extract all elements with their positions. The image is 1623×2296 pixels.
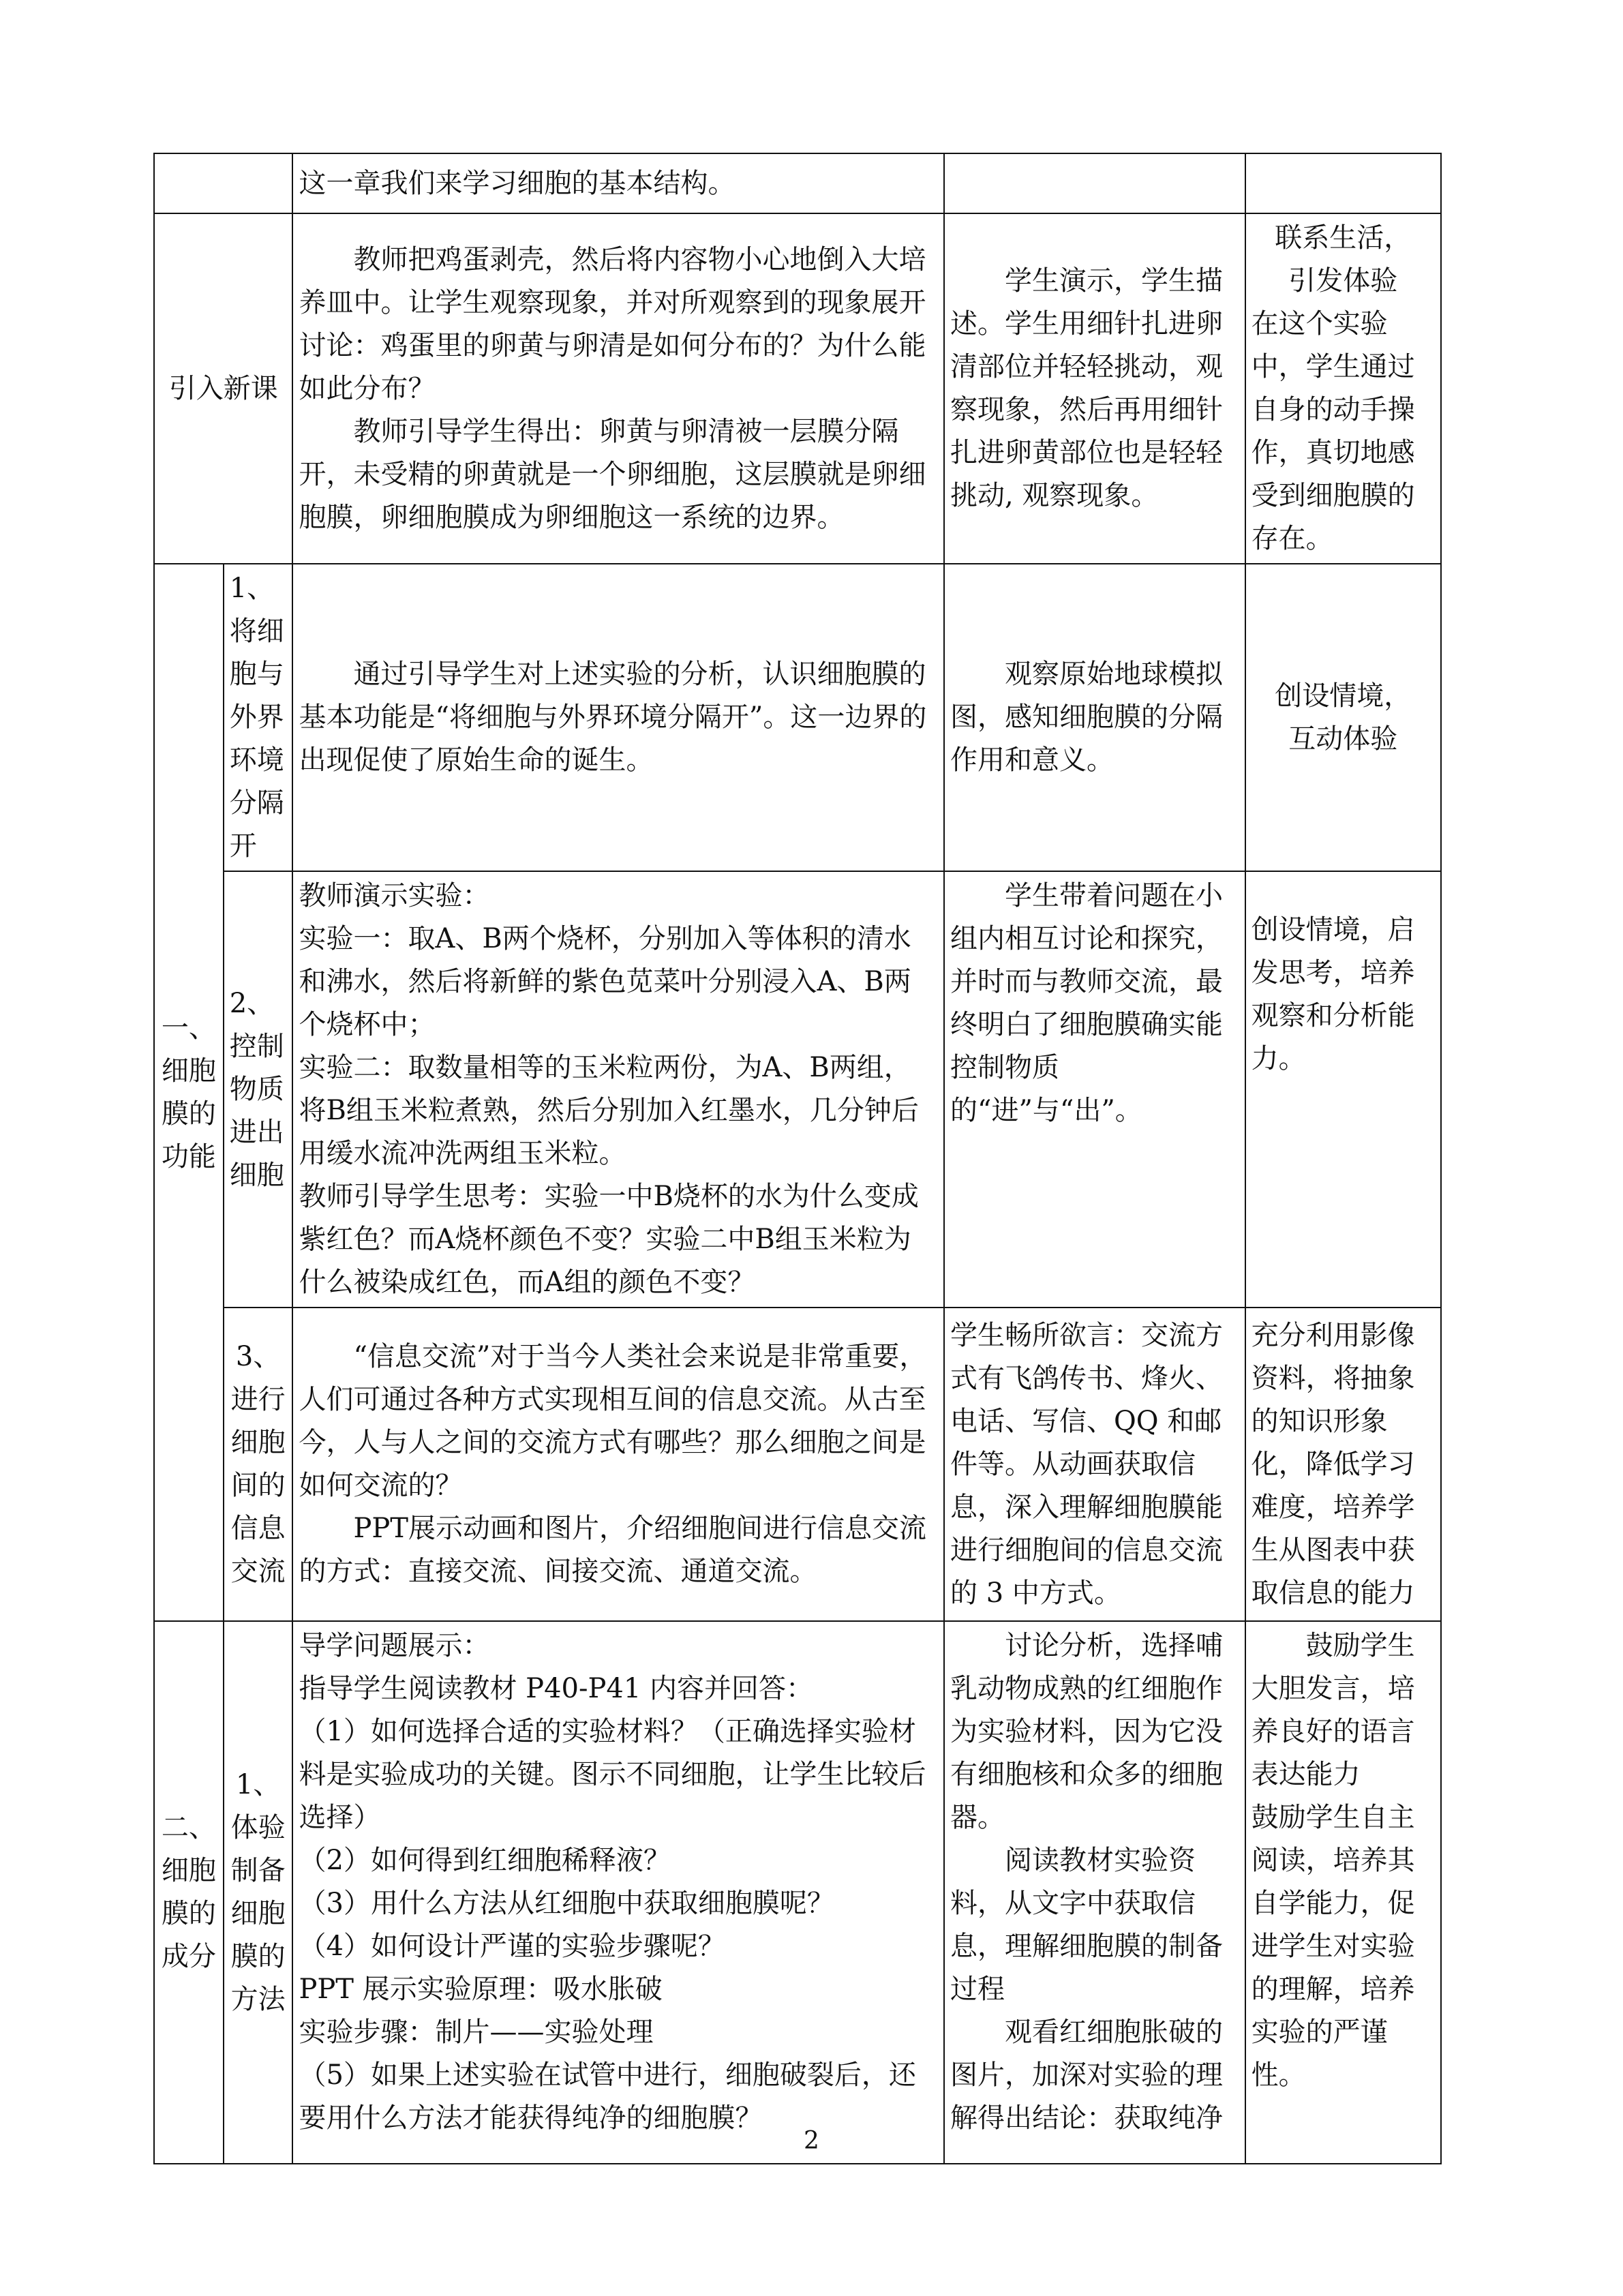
lesson-plan-table xyxy=(153,153,1442,2164)
table-row xyxy=(154,1621,1441,2164)
section-cell: 一、细胞膜的功能 xyxy=(154,564,224,1621)
student-cell: 学生带着问题在小组内相互讨论和探究，并时而与教师交流，最终明白了细胞膜确实能控制物质的“进”与“出”。 xyxy=(944,871,1245,1308)
subsection-cell: 1、将细胞与外界环境分隔开 xyxy=(224,564,293,871)
table-row xyxy=(154,871,1441,1308)
subsection-cell: 3、进行细胞间的信息交流 xyxy=(224,1308,293,1621)
intent-cell: 联系生活， 引发体验 在这个实验中，学生通过自身的动手操作，真切地感受到细胞膜的存在。 xyxy=(1245,213,1441,564)
intent-cell: 创设情境， 互动体验 xyxy=(1245,564,1441,871)
intent-cell: 充分利用影像资料，将抽象的知识形象化，降低学习难度，培养学生从图表中获取信息的能力 xyxy=(1245,1308,1441,1621)
student-cell xyxy=(944,153,1245,213)
student-cell: 学生演示，学生描述。学生用细针扎进卵清部位并轻轻挑动，观察现象，然后再用细针扎进卵黄部位也是轻轻挑动, 观察现象。 xyxy=(944,213,1245,564)
table-row xyxy=(154,564,1441,871)
section-cell: 引入新课 xyxy=(154,213,292,564)
student-cell: 学生畅所欲言：交流方式有飞鸽传书、烽火、电话、写信、QQ 和邮件等。从动画获取信息，深入理解细胞膜能进行细胞间的信息交流的 3 中方式。 xyxy=(944,1308,1245,1621)
table-row xyxy=(154,213,1441,564)
student-cell: 观察原始地球模拟图，感知细胞膜的分隔作用和意义。 xyxy=(944,564,1245,871)
subsection-cell: 2、控制物质进出细胞 xyxy=(224,871,293,1308)
content-cell: 这一章我们来学习细胞的基本结构。 xyxy=(292,153,944,213)
table-row xyxy=(154,153,1441,213)
content-cell: 教师把鸡蛋剥壳，然后将内容物小心地倒入大培养皿中。让学生观察现象，并对所观察到的现象展开讨论：鸡蛋里的卵黄与卵清是如何分布的？为什么能如此分布？ 教师引导学生得出：卵黄与卵清被一层膜分隔开，未受精的卵黄就是一个卵细胞，这层膜就是卵细胞膜，卵细胞膜成为卵细胞这一系统的边界。 xyxy=(292,213,944,564)
section-cell: 二、细胞膜的成分 xyxy=(154,1621,224,2164)
content-cell: “信息交流”对于当今人类社会来说是非常重要，人们可通过各种方式实现相互间的信息交流。从古至今，人与人之间的交流方式有哪些？那么细胞之间是如何交流的？ PPT展示动画和图片，介绍细胞间进行信息交流的方式：直接交流、间接交流、通道交流。 xyxy=(292,1308,944,1621)
table-row xyxy=(154,1308,1441,1621)
content-cell: 教师演示实验： 实验一：取A、B两个烧杯，分别加入等体积的清水和沸水，然后将新鲜的紫色苋菜叶分别浸入A、B两个烧杯中； 实验二：取数量相等的玉米粒两份，为A、B两组，将B组玉米粒煮熟，然后分别加入红墨水，几分钟后用缓水流冲洗两组玉米粒。 教师引导学生思考：实验一中B烧杯的水为什么变成紫红色？而A烧杯颜色不变？实验二中B组玉米粒为什么被染成红色，而A组的颜色不变？ xyxy=(292,871,944,1308)
content-cell: 导学问题展示： 指导学生阅读教材 P40-P41 内容并回答： （1）如何选择合适的实验材料？（正确选择实验材料是实验成功的关键。图示不同细胞，让学生比较后选择） （2）如何得到红细胞稀释液？ （3）用什么方法从红细胞中获取细胞膜呢？ （4）如何设计严谨的实验步骤呢？ PPT 展示实验原理：吸水胀破 实验步骤：制片——实验处理 （5）如果上述实验在试管中进行，细胞破裂后，还要用什么方法才能获得纯净的细胞膜？ xyxy=(292,1621,944,2164)
page-number: 2 xyxy=(804,2127,819,2155)
section-cell xyxy=(154,153,292,213)
content-cell: 通过引导学生对上述实验的分析，认识细胞膜的基本功能是“将细胞与外界环境分隔开”。这一边界的出现促使了原始生命的诞生。 xyxy=(292,564,944,871)
intent-cell xyxy=(1245,153,1441,213)
intent-cell: 创设情境，启发思考，培养观察和分析能力。 xyxy=(1245,871,1441,1308)
student-cell: 讨论分析，选择哺乳动物成熟的红细胞作为实验材料，因为它没有细胞核和众多的细胞器。 阅读教材实验资料，从文字中获取信息，理解细胞膜的制备过程 观看红细胞胀破的图片，加深对实验的理解得出结论：获取纯净 xyxy=(944,1621,1245,2164)
intent-cell: 鼓励学生大胆发言，培养良好的语言表达能力 鼓励学生自主阅读，培养其自学能力，促进学生对实验的理解，培养实验的严谨性。 xyxy=(1245,1621,1441,2164)
subsection-cell: 1、体验制备细胞膜的方法 xyxy=(224,1621,293,2164)
